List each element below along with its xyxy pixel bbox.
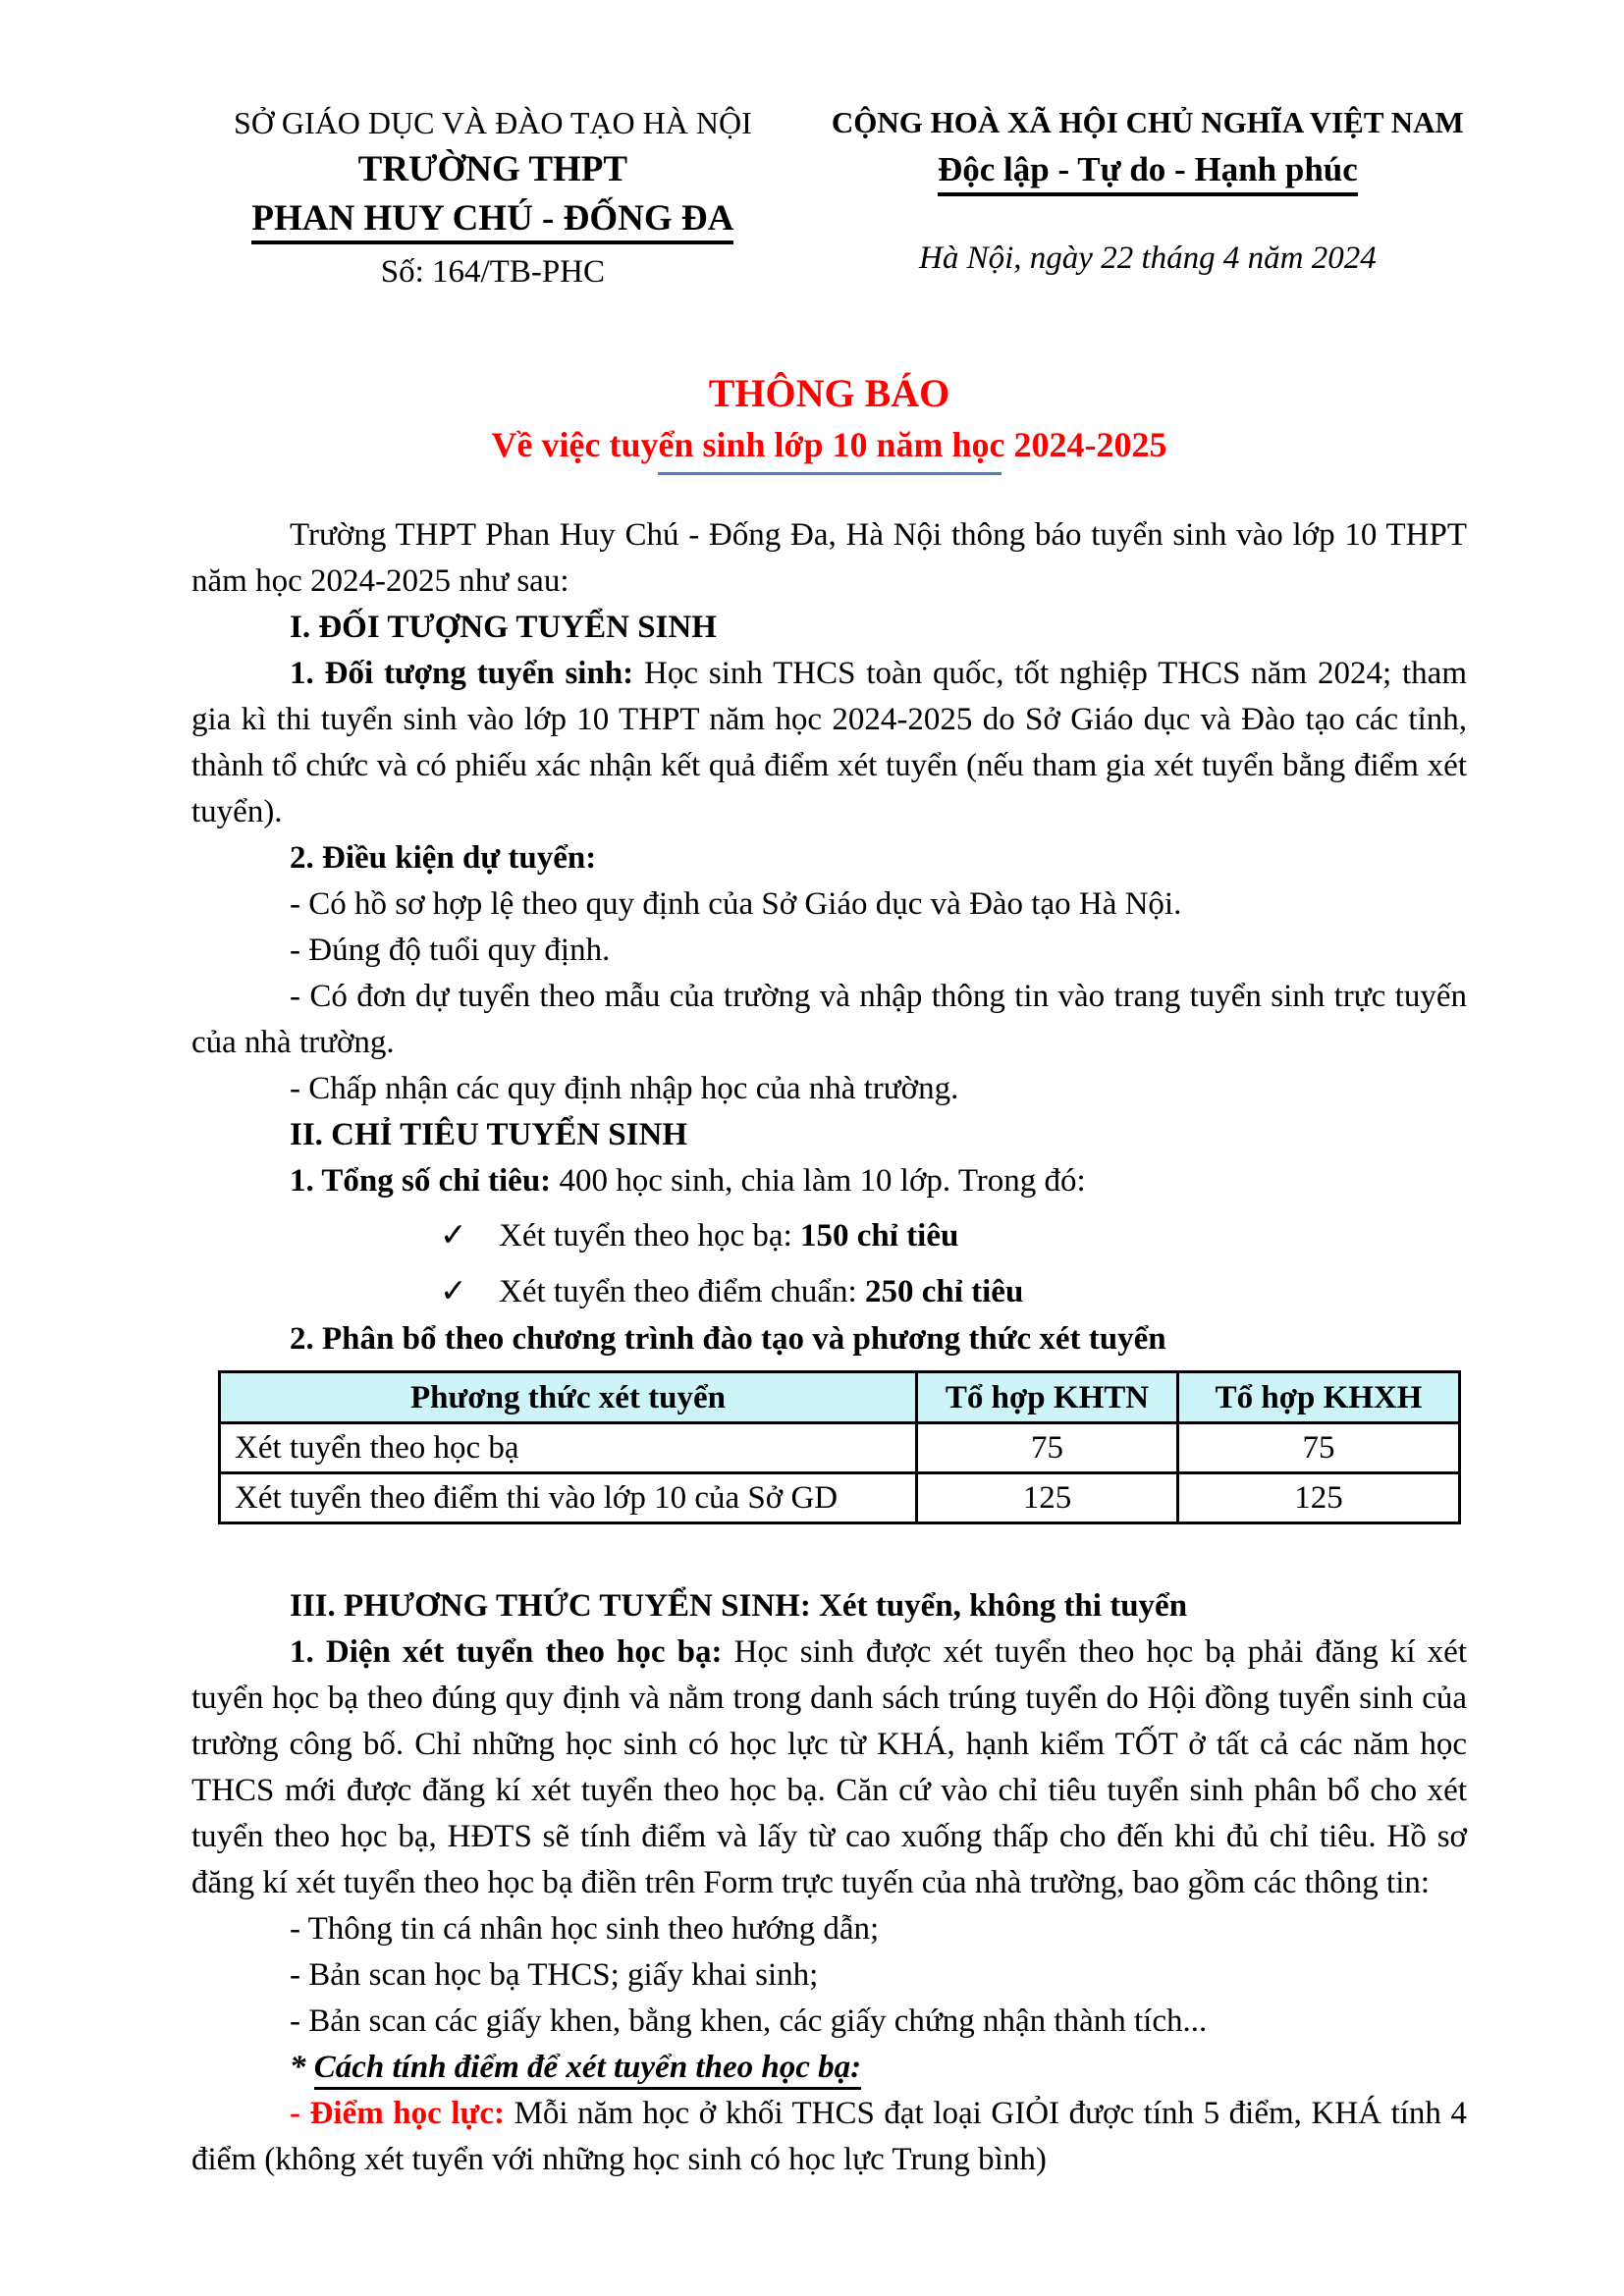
document-subtitle: Về việc tuyển sinh lớp 10 năm học 2024-2025 bbox=[491, 425, 1167, 464]
table-row bbox=[220, 1473, 1460, 1523]
quota-item-text: Xét tuyển theo điểm chuẩn: bbox=[499, 1274, 865, 1309]
row-label: Xét tuyển theo học bạ bbox=[220, 1423, 917, 1473]
section1-item1-lead: 1. Đối tượng tuyển sinh: bbox=[290, 656, 634, 691]
quota-item-content bbox=[499, 1211, 958, 1260]
document-body bbox=[191, 512, 1467, 2183]
score-rule-lead: - Điểm học lực: bbox=[290, 2096, 505, 2131]
allocation-heading: 2. Phân bổ theo chương trình đào tạo và phương thức xét tuyển bbox=[290, 1321, 1166, 1357]
score-method-title: Cách tính điểm để xét tuyển theo học bạ: bbox=[314, 2050, 861, 2090]
document-title: THÔNG BÁO bbox=[708, 371, 950, 415]
quota-item bbox=[440, 1267, 1467, 1316]
condition-item: - Có hồ sơ hợp lệ theo quy định của Sở Giáo dục và Đào tạo Hà Nội. bbox=[290, 886, 1182, 922]
quota-item bbox=[440, 1211, 1467, 1260]
section1-item2-heading: 2. Điều kiện dự tuyển: bbox=[290, 840, 597, 876]
condition-item: - Chấp nhận các quy định nhập học của nhà trường. bbox=[290, 1071, 959, 1106]
quota-item-value: 150 chỉ tiêu bbox=[800, 1218, 959, 1254]
subtitle-divider-rule bbox=[658, 472, 1001, 475]
col-header-method: Phương thức xét tuyển bbox=[220, 1372, 917, 1423]
school-name-underlined: PHAN HUY CHÚ - ĐỐNG ĐA bbox=[251, 198, 733, 244]
section2-total-text: 400 học sinh, chia làm 10 lớp. Trong đó: bbox=[551, 1163, 1086, 1199]
table-row bbox=[220, 1423, 1460, 1473]
section2-total bbox=[191, 1158, 1467, 1204]
quota-item-value: 250 chỉ tiêu bbox=[864, 1274, 1024, 1309]
doc-requirement-item: - Bản scan các giấy khen, bằng khen, các giấy chứng nhận thành tích... bbox=[290, 2003, 1208, 2039]
score-rule-text: Mỗi năm học ở khối THCS đạt loại GIỎI được tính 5 điểm, KHÁ tính 4 điểm (không xét tuyển với những học sinh có học lực Trung bình) bbox=[191, 2096, 1467, 2177]
doc-requirement-item: - Bản scan học bạ THCS; giấy khai sinh; bbox=[290, 1957, 819, 1993]
section1-item1-text: Học sinh THCS toàn quốc, tốt nghiệp THCS năm 2024; tham gia kì thi tuyển sinh vào lớp 10 THPT năm học 2024-2025 do Sở Giáo dục và Đào tạo các tỉnh, thành tổ chức và có phiếu xác nhận kết quả điểm xét tuyển (nếu tham gia xét tuyển bằng điểm xét tuyển). bbox=[191, 656, 1467, 829]
section3-item1 bbox=[191, 1629, 1467, 1906]
national-header-block bbox=[829, 100, 1467, 282]
place-date-line: Hà Nội, ngày 22 tháng 4 năm 2024 bbox=[919, 240, 1377, 276]
quota-item-content bbox=[499, 1267, 1023, 1316]
col-header-khtn: Tổ hợp KHTN bbox=[917, 1372, 1178, 1423]
doc-number: Số: 164/TB-PHC bbox=[380, 254, 606, 290]
document-header bbox=[191, 100, 1467, 296]
condition-item: - Có đơn dự tuyển theo mẫu của trường và nhập thông tin vào trang tuyển sinh trực tuyến của nhà trường. bbox=[191, 979, 1467, 1060]
school-name-line1: TRƯỜNG THPT bbox=[357, 149, 628, 189]
row-value: 125 bbox=[1178, 1473, 1460, 1523]
score-method-star: * bbox=[290, 2050, 314, 2085]
check-icon: ✓ bbox=[440, 1274, 467, 1309]
national-motto-underlined: Độc lập - Tự do - Hạnh phúc bbox=[938, 150, 1358, 196]
org-department: SỞ GIÁO DỤC VÀ ĐÀO TẠO HÀ NỘI bbox=[234, 105, 752, 140]
score-method-heading bbox=[191, 2045, 1467, 2091]
quota-item-text: Xét tuyển theo học bạ: bbox=[499, 1218, 800, 1254]
row-label: Xét tuyển theo điểm thi vào lớp 10 của Sở GD bbox=[220, 1473, 917, 1523]
section2-total-lead: 1. Tổng số chỉ tiêu: bbox=[290, 1163, 552, 1199]
intro-paragraph: Trường THPT Phan Huy Chú - Đống Đa, Hà Nội thông báo tuyển sinh vào lớp 10 THPT năm học 2024-2025 như sau: bbox=[191, 517, 1467, 599]
section1-heading: I. ĐỐI TƯỢNG TUYỂN SINH bbox=[290, 610, 717, 645]
col-header-khxh: Tổ hợp KHXH bbox=[1178, 1372, 1460, 1423]
national-motto bbox=[829, 145, 1467, 194]
section3-item1-lead: 1. Diện xét tuyển theo học bạ: bbox=[290, 1634, 723, 1670]
row-value: 125 bbox=[917, 1473, 1178, 1523]
condition-item: - Đúng độ tuổi quy định. bbox=[290, 933, 611, 968]
section3-item1-text: Học sinh được xét tuyển theo học bạ phải đăng kí xét tuyển học bạ theo đúng quy định và nằm trong danh sách trúng tuyển do Hội đồng tuyển sinh của trường công bố. Chỉ những học sinh có học lực từ KHÁ, hạnh kiểm TỐT ở tất cả các năm học THCS mới được đăng kí xét tuyển theo học bạ. Căn cứ vào chỉ tiêu tuyển sinh phân bổ cho xét tuyển theo học bạ, HĐTS sẽ tính điểm và lấy từ cao xuống thấp cho đến khi đủ chỉ tiêu. Hồ sơ đăng kí xét tuyển theo học bạ điền trên Form trực tuyến của nhà trường, bao gồm các thông tin: bbox=[191, 1634, 1467, 1900]
school-name-line2 bbox=[211, 194, 775, 243]
row-value: 75 bbox=[1178, 1423, 1460, 1473]
quota-checklist bbox=[440, 1211, 1467, 1316]
table-header-row bbox=[220, 1372, 1460, 1423]
row-value: 75 bbox=[917, 1423, 1178, 1473]
doc-requirement-item: - Thông tin cá nhân học sinh theo hướng dẫn; bbox=[290, 1911, 880, 1947]
issuing-org-block bbox=[211, 100, 775, 296]
section2-heading: II. CHỈ TIÊU TUYỂN SINH bbox=[290, 1117, 687, 1152]
score-rule bbox=[191, 2091, 1467, 2183]
section1-item1 bbox=[191, 651, 1467, 835]
allocation-table bbox=[218, 1370, 1461, 1524]
section3-heading: III. PHƯƠNG THỨC TUYỂN SINH: Xét tuyển, không thi tuyển bbox=[290, 1588, 1188, 1624]
check-icon: ✓ bbox=[440, 1218, 467, 1254]
country-title: CỘNG HOÀ XÃ HỘI CHỦ NGHĨA VIỆT NAM bbox=[831, 105, 1464, 139]
